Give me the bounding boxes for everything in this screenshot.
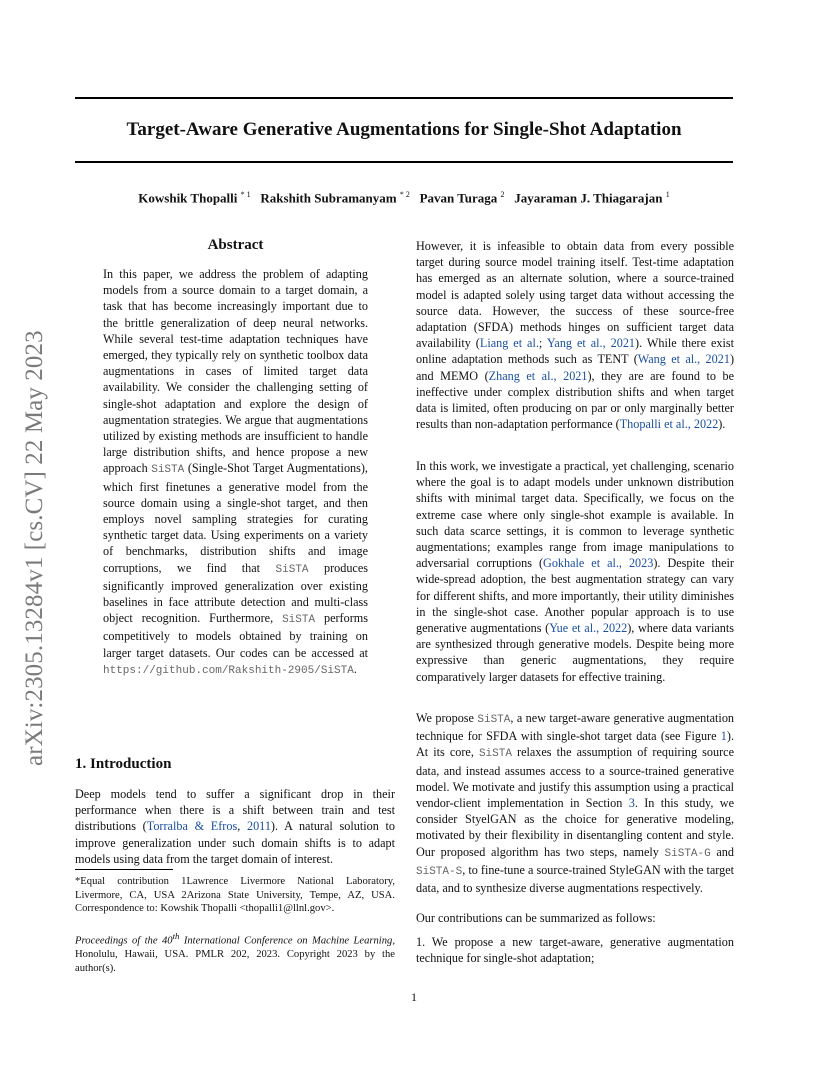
section-heading-introduction: 1. Introduction <box>75 756 172 772</box>
citation-link[interactable]: Liang et al. <box>479 336 539 351</box>
proceedings-text: , Honolulu, Hawaii, USA. PMLR 202, 2023. Copyright 2023 by the author(s). <box>75 935 395 974</box>
footnote-rule <box>75 869 173 870</box>
abstract-text: ( <box>184 461 192 476</box>
footnote-text: *Equal contribution 1Lawrence Livermore National Laboratory, Livermore, CA, USA 2Arizona State University, Tempe, AZ, USA. Correspondence to: Kowshik Thopalli <thopalli1@llnl.gov>. <box>75 876 395 915</box>
body-text: 1. We propose a new target-aware, generative augmentation technique for single-shot adaptation; <box>416 935 734 966</box>
abstract-heading: Abstract <box>207 237 264 253</box>
arxiv-stamp <box>20 276 50 766</box>
author-marks: * 1 <box>240 190 251 199</box>
body-text: ), they are are found to be ineffective under complex distribution shifts and when target data is limited, often producing on par or only marginally better results than non-adaptation performance ( <box>416 368 735 432</box>
author-name: Jayaraman J. Thiagarajan <box>514 190 663 206</box>
body-text: , to fine-tune a source-trained StyleGAN with the target data, and to synthesize diverse augmentations respectively. <box>416 862 734 896</box>
right-paragraph-4 <box>416 910 734 926</box>
top-rule <box>75 97 733 99</box>
citation-link[interactable]: Wang et al., 2021 <box>637 352 730 367</box>
author-marks: * 2 <box>399 190 410 199</box>
section-link[interactable]: 3 <box>628 796 635 811</box>
body-text: ). A natural solution to improve generalization under such domain shifts is to adapt models using data from the target domain of interest. <box>75 819 396 866</box>
body-text: ). At its core, <box>416 729 734 760</box>
body-text: Our contributions can be summarized as follows: <box>416 911 656 925</box>
citation-link[interactable]: Gokhale et al., 2023 <box>543 556 654 571</box>
citation-link[interactable]: Torralba & Efros <box>146 819 238 834</box>
method-name: SiSTA <box>478 748 512 761</box>
citation-link[interactable]: Yue et al., 2022 <box>549 621 628 636</box>
abstract-text: In this paper, we address the problem of adapting models from a source domain to a target domain, a task that has become increasingly important due to the brittle generalization of deep neural networks. While several test-time adaptation techniques have emerged, they typically rely on synthetic toolbox data augmentations in cases of limited target data availability. We consider the challenging setting of single-shot adaptation and explore the design of augmentation strategies. We argue that augmentations utilized by existing methods are insufficient to handle large distribution shifts, and hence propose a new approach <box>103 267 368 476</box>
body-text: ; <box>538 336 547 351</box>
intro-paragraph <box>75 786 395 867</box>
proceedings-text: International Conference on Machine Learning <box>179 935 393 947</box>
body-text: Deep models tend to suffer a significant drop in their performance when there is a shift between train and test distributions ( <box>75 787 395 834</box>
body-text: ). While there exist online adaptation methods such as TENT ( <box>416 336 734 367</box>
right-paragraph-3 <box>416 710 734 896</box>
author-name: Rakshith Subramanyam <box>260 190 397 206</box>
paper-title: Target-Aware Generative Augmentations for Single-Shot Adaptation <box>126 119 682 140</box>
body-text: ). Despite their wide-spread adoption, the best augmentation strategy can vary for different shifts, and more importantly, their utility diminishes in the single-shot case. Another popular approach is to use generative augmentations ( <box>416 556 734 636</box>
footnote <box>75 875 395 916</box>
method-expansion: Single-Shot Target Augmentations <box>191 461 361 476</box>
body-text: ) and MEMO ( <box>416 352 734 383</box>
author-name: Kowshik Thopalli <box>138 190 238 206</box>
method-name: SiSTA-S <box>416 865 463 878</box>
body-text: . In this study, we consider StyelGAN as the choice for generative modeling, motivated by their flexibility in disentangling content and style. Our proposed algorithm has two steps, namely <box>416 796 734 859</box>
right-paragraph-2 <box>416 458 734 685</box>
body-text: However, it is infeasible to obtain data from every possible target during source model training itself. Test-time adaptation has emerged as an alternate solution, where a source-trained model is adapted solely using target data without accessing the source data. However, the success of these source-free adaptation (SFDA) methods hinges on sufficient target data availability ( <box>416 239 734 351</box>
abstract-body <box>103 266 368 679</box>
author-marks: 2 <box>500 190 505 199</box>
proceedings-text: Proceedings of the <box>75 935 162 947</box>
figure-link[interactable]: 1 <box>720 729 727 744</box>
contribution-item-1 <box>416 934 734 966</box>
body-text: relaxes the assumption of requiring source data, and instead assumes access to a source-trained generative model. We motivate and justify this assumption using a practical vendor-client implementation in Section <box>416 745 734 811</box>
citation-link[interactable]: Zhang et al., 2021 <box>488 368 588 383</box>
method-name: SiSTA <box>275 563 309 576</box>
citation-link[interactable]: Yang et al., 2021 <box>546 336 636 351</box>
citation-link[interactable]: Thopalli et al., 2022 <box>619 417 719 432</box>
abstract-text: . <box>353 661 357 676</box>
method-name: SiSTA <box>151 464 185 477</box>
body-text: and <box>710 844 734 859</box>
right-paragraph-1 <box>416 238 734 432</box>
citation-link[interactable]: 2011 <box>246 819 271 834</box>
method-name: SiSTA-G <box>664 847 711 860</box>
proceedings-ordinal: 40 <box>161 935 173 947</box>
proceedings-ordinal-suffix: th <box>172 931 180 941</box>
body-text: ), where data variants are synthesized through generative models. Despite being more expressive than generic augmentations, they require comparatively larger datasets for effective training. <box>416 621 734 684</box>
author-list <box>75 190 733 206</box>
method-name: SiSTA <box>477 714 511 726</box>
body-text: ). <box>718 417 726 432</box>
page-number: 1 <box>411 990 417 1004</box>
body-text: In this work, we investigate a practical, yet challenging, scenario where the goal is to adapt models under unknown distribution shifts with minimal target data. Specifically, we focus on the extreme case where only single-shot example is available. In such data scarce settings, it is common to leverage synthetic augmentations; examples range from image manipulations to adversarial corruptions ( <box>416 459 734 571</box>
author-marks: 1 <box>665 190 670 199</box>
code-link[interactable]: https://github.com/Rakshith-2905/SiSTA <box>103 664 354 677</box>
method-name: SiSTA <box>282 614 316 627</box>
abstract-text: produces significantly improved generalization over existing baselines in face attribute detection and multi-class object recognition. Furthermore, <box>103 560 368 626</box>
proceedings-note <box>75 930 395 975</box>
body-text: , a new target-aware generative augmentation technique for SFDA with single-shot target data (see Figure <box>416 711 735 744</box>
title-bottom-rule <box>75 161 733 163</box>
abstract-text: ), which first finetunes a generative model from the source domain using a single-shot target, and then employs novel sampling strategies for curating synthetic target data. Using experiments on a variety of benchmarks, distribution shifts and image corruptions, we find that <box>103 461 368 575</box>
arxiv-stamp-text: arXiv:2305.13284v1 [cs.CV] 22 May 2023 <box>21 330 48 766</box>
abstract-text: performs competitively to models obtained by training on larger target datasets. Our codes can be accessed at <box>103 611 368 660</box>
body-text: , <box>237 819 247 834</box>
author-name: Pavan Turaga <box>419 190 498 206</box>
body-text: We propose <box>416 711 478 725</box>
